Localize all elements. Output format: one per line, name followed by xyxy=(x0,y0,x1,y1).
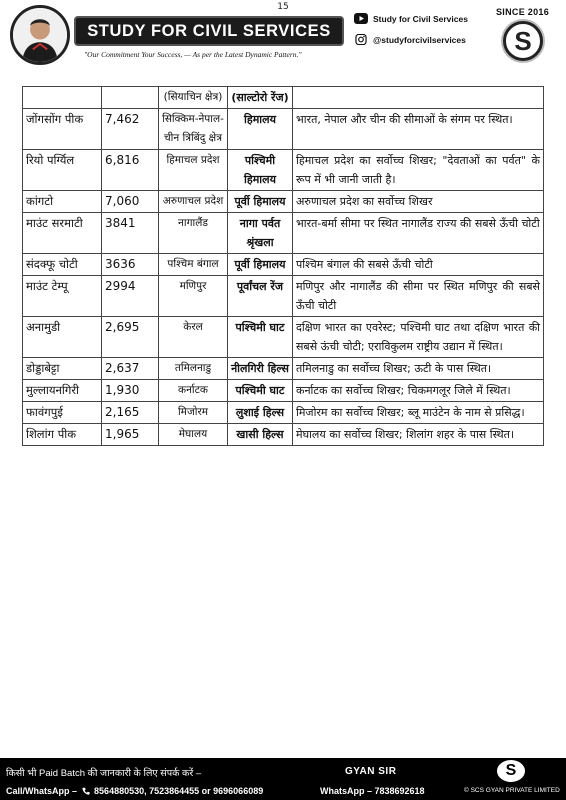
table-row xyxy=(23,150,544,191)
paid-batch-text: किसी भी Paid Batch की जानकारी के लिए संपर्क करें – xyxy=(6,768,202,779)
footer-logo: S xyxy=(497,760,525,782)
instagram-handle: @studyforcivilservices xyxy=(373,34,466,45)
gyan-sir-label: GYAN SIR xyxy=(345,766,397,777)
height-cell: 2,637 xyxy=(102,358,159,380)
table-row xyxy=(23,358,544,380)
table-row xyxy=(23,109,544,150)
tagline: "Our Commitment Your Success, — As per the Latest Dynamic Pattern." xyxy=(84,50,302,59)
range-cell: नीलगिरी हिल्स xyxy=(228,358,293,380)
range-cell: पश्चिमी हिमालय xyxy=(228,150,293,191)
range-cell: पूर्वांचल रेंज xyxy=(228,276,293,317)
description-cell: पश्चिम बंगाल की सबसे ऊँची चोटी xyxy=(293,254,544,276)
youtube-link[interactable] xyxy=(354,13,468,24)
height-cell: 3841 xyxy=(102,213,159,254)
height-cell: 6,816 xyxy=(102,150,159,191)
peak-name-cell: डोड्डाबेट्टा xyxy=(23,358,102,380)
youtube-icon xyxy=(354,13,368,24)
state-cell: सिक्किम-नेपाल-चीन त्रिबिंदु क्षेत्र xyxy=(159,109,228,150)
range-cell: लुशाई हिल्स xyxy=(228,402,293,424)
state-cell: नागालैंड xyxy=(159,213,228,254)
state-cell: केरल xyxy=(159,317,228,358)
call-label: Call/WhatsApp – xyxy=(6,786,78,796)
table-row xyxy=(23,402,544,424)
description-cell: मेघालय का सर्वोच्च शिखर; शिलांग शहर के पास स्थित। xyxy=(293,424,544,446)
page-number: 15 xyxy=(277,2,289,12)
height-cell: 7,060 xyxy=(102,191,159,213)
youtube-handle: Study for Civil Services xyxy=(373,13,468,24)
instagram-link[interactable] xyxy=(354,34,466,45)
peak-name-cell: रियो पर्ग्यिल xyxy=(23,150,102,191)
state-cell: मणिपुर xyxy=(159,276,228,317)
peak-name-cell: संदक्फू चोटी xyxy=(23,254,102,276)
call-numbers[interactable]: 8564880530, 7523864455 or 9696066089 xyxy=(94,786,264,796)
footer xyxy=(0,758,566,800)
height-cell: 3636 xyxy=(102,254,159,276)
range-cell: खासी हिल्स xyxy=(228,424,293,446)
state-cell: कर्नाटक xyxy=(159,380,228,402)
whatsapp-number[interactable]: WhatsApp – 7838692618 xyxy=(320,786,425,796)
table-row xyxy=(23,276,544,317)
description-cell: दक्षिण भारत का एवरेस्ट; पश्चिमी घाट तथा दक्षिण भारत की सबसे ऊंची चोटी; एराविकुलम राष्ट्रीय उद्यान में स्थित। xyxy=(293,317,544,358)
peak-name-cell xyxy=(23,87,102,109)
description-cell: मिजोरम का सर्वोच्च शिखर; ब्लू माउंटेन के नाम से प्रसिद्ध। xyxy=(293,402,544,424)
state-cell: हिमाचल प्रदेश xyxy=(159,150,228,191)
height-cell: 2,695 xyxy=(102,317,159,358)
description-cell: अरुणाचल प्रदेश का सर्वोच्च शिखर xyxy=(293,191,544,213)
peak-name-cell: अनामुडी xyxy=(23,317,102,358)
peak-name-cell: जोंगसोंग पीक xyxy=(23,109,102,150)
table-row xyxy=(23,254,544,276)
height-cell xyxy=(102,87,159,109)
range-cell: पूर्वी हिमालय xyxy=(228,254,293,276)
description-cell xyxy=(293,87,544,109)
description-cell: कर्नाटक का सर्वोच्च शिखर; चिकमगलूर जिले में स्थित। xyxy=(293,380,544,402)
table-row xyxy=(23,87,544,109)
range-cell: (साल्टोरो रेंज) xyxy=(228,87,293,109)
range-cell: हिमालय xyxy=(228,109,293,150)
author-avatar xyxy=(10,5,70,65)
brand-logo: S xyxy=(503,21,543,61)
height-cell: 2,165 xyxy=(102,402,159,424)
table-row xyxy=(23,191,544,213)
height-cell: 1,965 xyxy=(102,424,159,446)
height-cell: 1,930 xyxy=(102,380,159,402)
phone-icon xyxy=(82,787,90,795)
peak-name-cell: शिलांग पीक xyxy=(23,424,102,446)
state-cell: अरुणाचल प्रदेश xyxy=(159,191,228,213)
table-row xyxy=(23,317,544,358)
table-row xyxy=(23,424,544,446)
table-row xyxy=(23,213,544,254)
description-cell: मणिपुर और नागालैंड की सीमा पर स्थित मणिपुर की सबसे ऊँची चोटी xyxy=(293,276,544,317)
description-cell: हिमाचल प्रदेश का सर्वोच्च शिखर; "देवताओं का पर्वत" के रूप में भी जानी जाती है। xyxy=(293,150,544,191)
peak-name-cell: माउंट टेम्पू xyxy=(23,276,102,317)
since-label: SINCE 2016 xyxy=(496,7,550,17)
range-cell: पश्चिमी घाट xyxy=(228,380,293,402)
state-cell: मेघालय xyxy=(159,424,228,446)
peaks-table-body xyxy=(23,87,544,446)
range-cell: नागा पर्वत श्रृंखला xyxy=(228,213,293,254)
contact-line xyxy=(6,786,263,796)
banner-title: STUDY FOR CIVIL SERVICES xyxy=(74,16,344,46)
state-cell: पश्चिम बंगाल xyxy=(159,254,228,276)
range-cell: पश्चिमी घाट xyxy=(228,317,293,358)
height-cell: 2994 xyxy=(102,276,159,317)
range-cell: पूर्वी हिमालय xyxy=(228,191,293,213)
description-cell: भारत, नेपाल और चीन की सीमाओं के संगम पर स्थित। xyxy=(293,109,544,150)
person-photo-icon xyxy=(13,8,67,62)
height-cell: 7,462 xyxy=(102,109,159,150)
copyright: © SCS GYAN PRIVATE LIMITED xyxy=(464,787,560,794)
table-row xyxy=(23,380,544,402)
state-cell: (सियाचिन क्षेत्र) xyxy=(159,87,228,109)
description-cell: भारत-बर्मा सीमा पर स्थित नागालैंड राज्य की सबसे ऊँची चोटी xyxy=(293,213,544,254)
instagram-icon xyxy=(354,34,368,45)
state-cell: मिजोरम xyxy=(159,402,228,424)
peaks-table xyxy=(22,86,544,446)
peak-name-cell: मुल्लायनगिरी xyxy=(23,380,102,402)
description-cell: तमिलनाडु का सर्वोच्च शिखर; ऊटी के पास स्थित। xyxy=(293,358,544,380)
state-cell: तमिलनाडु xyxy=(159,358,228,380)
peak-name-cell: माउंट सरमाटी xyxy=(23,213,102,254)
peak-name-cell: कांगटो xyxy=(23,191,102,213)
peak-name-cell: फावंगपुई xyxy=(23,402,102,424)
